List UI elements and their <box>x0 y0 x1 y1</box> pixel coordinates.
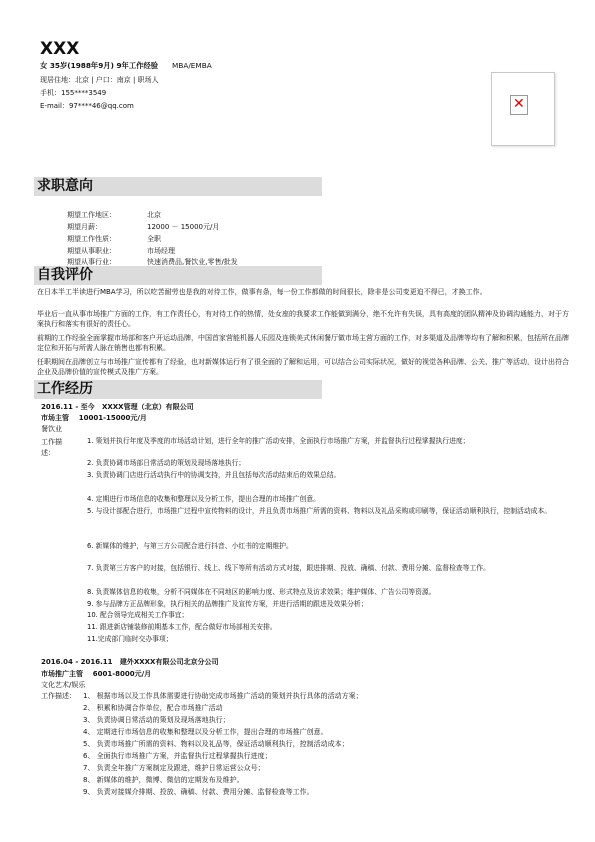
intent-value: 12000 － 15000元/月 <box>147 223 220 231</box>
job1-salary: 10001-15000元/月 <box>78 414 147 422</box>
job2-duty: 6、 全面执行市场推广方案，并监督执行过程掌握执行进度； <box>83 752 272 760</box>
job1-duty: 4. 定期进行市场信息的收集和整理以及分析工作，提出合理的市场推广创意。 <box>87 495 320 503</box>
job2-duty: 4、 定期进行市场信息的收集和整理以及分析工作，提出合理的市场推广创意。 <box>83 728 328 736</box>
job2-duty: 5、 负责市场推广所需的资料、物料以及礼品等，保证活动顺利执行，控制活动成本； <box>83 740 349 748</box>
job1-duty: 1. 策划并执行年度及季度的市场活动计划，进行全年的推广活动安排，全面执行市场推广方案，并监督执行过程掌握执行进度； <box>87 437 470 445</box>
job1-company: XXXX管理（北京）有限公司 <box>101 403 194 411</box>
gender-age-experience: 女 35岁(1988年9月) 9年工作经验 <box>40 61 159 70</box>
job1-duty: 8. 负责媒体信息的收集，分析不同媒体在不同地区的影响力度、形式特点及访求效果；维护媒体、广告公司等资源。 <box>87 588 436 596</box>
job1-duty: 11. 跟进新店铺装修前期基本工作，配合做好市场部相关安排。 <box>87 623 277 631</box>
job2-title-line <box>41 670 151 679</box>
job1-duty: 2. 负责协调市场部日常活动的策划及现场落地执行； <box>87 459 246 467</box>
job1-desc-label: 工作描述： <box>41 438 62 457</box>
job2-header <box>41 658 218 667</box>
intent-label: 期望工作地区： <box>67 211 116 219</box>
job2-duty: 1、 根据市场以及工作具体需要进行协助完成市场推广活动的策划并执行具体的活动方案； <box>83 692 363 700</box>
intent-label: 期望月薪： <box>67 223 102 231</box>
intent-label: 期望从事职业： <box>67 247 116 255</box>
residence-info: 现居住地：北京 | 户口：南京 | 职场人 <box>40 76 159 84</box>
job1-industry: 餐饮业 <box>41 425 62 433</box>
self-eval-paragraph: 任职期间在品牌创立与市场推广宣传都有了经验，也对新媒体运行有了很全面的了解和运用，可以结合公司实际状况，做好的视觉各种品牌、公关、推广等活动，设计出符合企业及品牌价值的宣传模式及推广方案。 <box>37 358 569 376</box>
job2-duty: 3、 负责协调日常活动的策划及现场落地执行； <box>83 716 230 724</box>
section-title-work: 工作经历 <box>37 381 93 397</box>
job2-duty: 7、 负责全年推广方案制定及跟进，维护日常运营公众号； <box>83 764 265 772</box>
job1-duty: 3. 负责协调门店进行活动执行中的协调支持，并且包括每次活动结束后的效果总结。 <box>87 471 341 479</box>
degree: MBA/EMBA <box>172 61 212 70</box>
intent-value: 市场经理 <box>147 247 175 255</box>
email: E-mail：97****46@qq.com <box>40 102 134 110</box>
job2-salary: 6001-8000元/月 <box>92 670 152 678</box>
broken-image-icon: ✕ <box>510 95 528 115</box>
phone: 手机：155****3549 <box>40 89 107 97</box>
self-eval-paragraph: 前期的工作经验全面掌握市场部和客户开运动品牌，中国首家营能机器人乐园及连锁美式休闲餐厅做市场主营方面的工作，对多渠道及品牌等均有了解和积累，包括所在品牌定位和开拓与所需人脉在销售也都有积累。 <box>37 334 569 352</box>
photo-frame <box>491 72 555 146</box>
job1-header <box>41 403 194 412</box>
job2-duty: 2、 积累和协调合作单位，配合市场推广活动 <box>83 704 223 712</box>
job2-title: 市场推广主管 <box>41 670 83 678</box>
section-title-self: 自我评价 <box>37 267 93 283</box>
basic-info-line <box>40 61 212 71</box>
self-eval-paragraph: 毕业后一直从事市场推广方面的工作，有工作责任心，有对待工作的热情，处女座的我要求工作能做到满分，绝不允许有失误，具有高度的团队精神及协调沟通能力，对于方案执行和落实有很好的责任心。 <box>37 310 569 328</box>
job1-duty: 6. 新媒体的维护，与第三方公司配合进行抖音、小红书的定期维护。 <box>87 542 293 550</box>
candidate-name: XXX <box>40 39 80 59</box>
job1-duty: 10. 配合领导完成相关工作事宜； <box>87 611 189 619</box>
job1-title: 市场主管 <box>41 414 69 422</box>
job2-industry: 文化艺术/娱乐 <box>41 681 86 689</box>
job1-duty: 11.完成部门临时交办事项； <box>87 635 173 643</box>
job1-title-line <box>41 414 147 423</box>
self-eval-paragraph: 在日本半工半读进行MBA学习，所以吃苦耐劳也是我的对待工作，做事有条，每一份工作都做的时间很长，除非是公司变更迫不得已，才换工作。 <box>37 288 487 296</box>
job2-period: 2016.04 - 2016.11 <box>41 658 113 666</box>
job1-period: 2016.11 - 至今 <box>41 403 95 411</box>
intent-value: 北京 <box>147 211 161 219</box>
job2-company: 建外XXXX有限公司北京分公司 <box>119 658 219 666</box>
job2-duty: 8、 新媒体的维护，微博、微信的定期发布及维护。 <box>83 776 244 784</box>
job1-duty: 5. 与设计部配合进行，市场推广过程中宣传物料的设计，并且负责市场推广所需的资料、物料以及礼品采购或印刷等，保证活动顺利执行，控制活动成本。 <box>87 507 552 515</box>
job2-duty: 9、 负责对接媒介排期、投放、确稿、付款、费用分摊、监督检查等工作。 <box>83 788 314 796</box>
intent-value: 全职 <box>147 235 161 243</box>
job1-duty: 7. 负责第三方客户的对接，包括银行、线上、线下等所有活动方式对接，跟进排期、投放、确稿、付款、费用分摊、监督检查等工作。 <box>87 564 490 572</box>
job2-desc-label: 工作描述： <box>41 692 76 700</box>
job1-duty: 9. 参与品牌方正品牌形象，执行相关的品牌推广及宣传方案，并进行活期的跟进及效果分析； <box>87 600 368 608</box>
intent-value: 快速消费品,餐饮业,零售/批发 <box>147 258 238 266</box>
intent-label: 期望从事行业： <box>67 258 116 266</box>
section-title-intent: 求职意向 <box>37 178 93 194</box>
intent-label: 期望工作性质： <box>67 235 116 243</box>
